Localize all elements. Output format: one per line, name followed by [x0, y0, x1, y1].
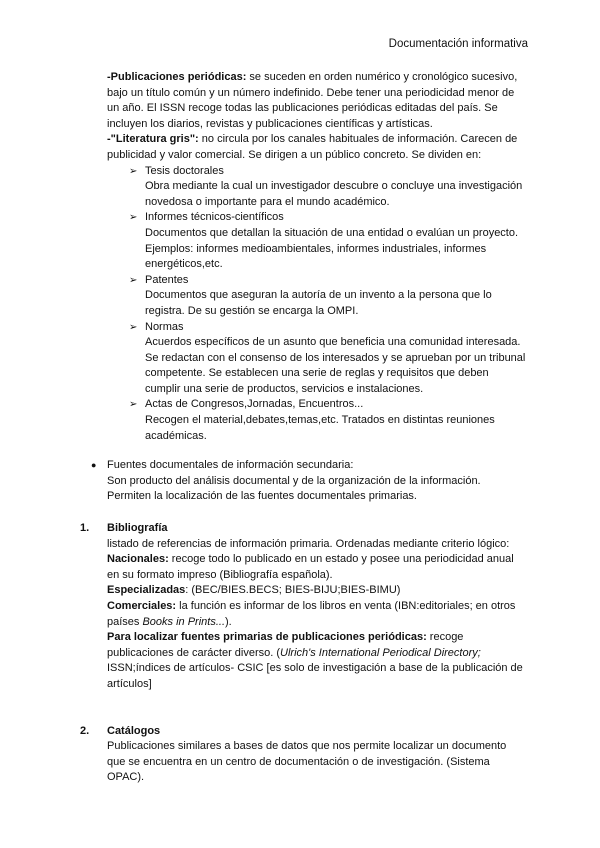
- subtype-item: [107, 320, 527, 398]
- comerciales-label: Comerciales:: [107, 600, 177, 612]
- fuentes-secundarias-section: [91, 458, 527, 505]
- nacionales-paragraph: [107, 552, 527, 583]
- localizar-paragraph: [107, 630, 527, 692]
- catalogos-text: Publicaciones similares a bases de datos que nos permite localizar un documento que se encuentra en un centro de documentación o de investigación. (Sistema OPAC).: [107, 740, 507, 784]
- bibliografia-intro: listado de referencias de información primaria. Ordenadas mediante criterio lógico:: [107, 537, 510, 550]
- literatura-gris-label: -"Literatura gris":: [107, 133, 199, 146]
- arrow-bullet-icon: ➢: [129, 165, 138, 177]
- subtype-title: Normas: [145, 320, 184, 333]
- subtype-description: Documentos que detallan la situación de una entidad o evalúan un proyecto. Ejemplos: informes medioambientales, informes industriales, informes energéticos,etc.: [145, 226, 519, 271]
- comerciales-text: la función es informar de los libros en venta (IBN:editoriales; en otros países: [107, 600, 516, 628]
- localizar-end: ISSN;índices de artículos- CSIC [es solo de investigación a base de la publicación de artículos]: [107, 662, 523, 690]
- arrow-bullet-icon: ➢: [129, 212, 138, 224]
- subtype-title: Informes técnicos-científicos: [145, 211, 284, 224]
- catalogos-section: [80, 724, 527, 786]
- section-number: 1.: [80, 522, 90, 535]
- arrow-bullet-icon: ➢: [129, 399, 138, 411]
- catalogos-title: Catálogos: [107, 724, 161, 737]
- document-body: [80, 70, 527, 786]
- subtype-description: Recogen el material,debates,temas,etc. Tratados en distintas reuniones académicas.: [145, 414, 495, 442]
- subtype-title: Tesis doctorales: [145, 164, 224, 177]
- comerciales-end: ).: [225, 615, 232, 628]
- subtype-item: [107, 273, 527, 320]
- fuentes-secundarias-text: Son producto del análisis documental y de la organización de la información. Permiten la localización de las fuentes documentales primarias.: [107, 474, 481, 503]
- bibliografia-section: [80, 521, 527, 693]
- comerciales-paragraph: [107, 599, 527, 630]
- periodicas-label: -Publicaciones periódicas:: [107, 71, 247, 83]
- bibliografia-title: Bibliografía: [107, 522, 168, 535]
- comerciales-italic: Books in Prints...: [142, 615, 226, 628]
- subtype-title: Actas de Congresos,Jornadas, Encuentros...: [145, 398, 364, 411]
- periodicas-text: se suceden en orden numérico y cronológico sucesivo, bajo un título común y un número indefinido. Debe tener una periodicidad menor de un año. El ISSN recoge todas las publicaciones periódicas editadas del país. Se incluyen los diarios, revistas y publicaciones científicas y artísticas.: [107, 71, 518, 130]
- subtype-item: [107, 210, 527, 272]
- section-number: 2.: [80, 724, 90, 737]
- nacionales-text: recoge todo lo publicado en un estado y posee una periodicidad anual en su formato impreso (Bibliografía española).: [107, 553, 514, 581]
- page-header: Documentación informativa: [388, 38, 528, 50]
- localizar-italic: Ulrich's International Periodical Directory;: [280, 646, 481, 659]
- fuentes-secundarias-title: Fuentes documentales de información secundaria:: [107, 459, 354, 472]
- especializadas-label: Especializadas: [107, 584, 186, 597]
- literatura-gris-text: no circula por los canales habituales de información. Carecen de publicidad y valor comercial. Se dirigen a un público concreto. Se dividen en:: [107, 133, 518, 161]
- periodicas-paragraph: [107, 70, 527, 132]
- localizar-label: Para localizar fuentes primarias de publicaciones periódicas:: [107, 631, 427, 644]
- localizar-text: recoge publicaciones de carácter diverso. (: [107, 631, 464, 659]
- arrow-bullet-icon: ➢: [129, 274, 138, 286]
- subtype-title: Patentes: [145, 273, 189, 286]
- literatura-gris-paragraph: [107, 132, 527, 163]
- arrow-bullet-icon: ➢: [129, 321, 138, 333]
- subtype-item: [107, 164, 527, 211]
- subtype-description: Documentos que aseguran la autoría de un invento a la persona que lo registra. De su gestión se encarga la OMPI.: [145, 289, 492, 317]
- subtype-description: Obra mediante la cual un investigador descubre o concluye una investigación novedosa o importante para el mundo académico.: [145, 180, 523, 208]
- especializadas-text: : (BEC/BIES.BECS; BIES-BIJU;BIES-BIMU): [185, 584, 401, 597]
- bullet-dot-icon: ●: [91, 460, 97, 471]
- especializadas-paragraph: [107, 583, 527, 599]
- subtype-description: Acuerdos específicos de un asunto que beneficia una comunidad interesada. Se redactan con el consenso de los interesados y se aprueban por un tribunal competente. Se establecen una serie de reglas y requisitos que deben cumplir una serie de productos, servicios e instalaciones.: [145, 336, 526, 395]
- subtype-item: [107, 397, 527, 444]
- nacionales-label: Nacionales:: [107, 553, 169, 566]
